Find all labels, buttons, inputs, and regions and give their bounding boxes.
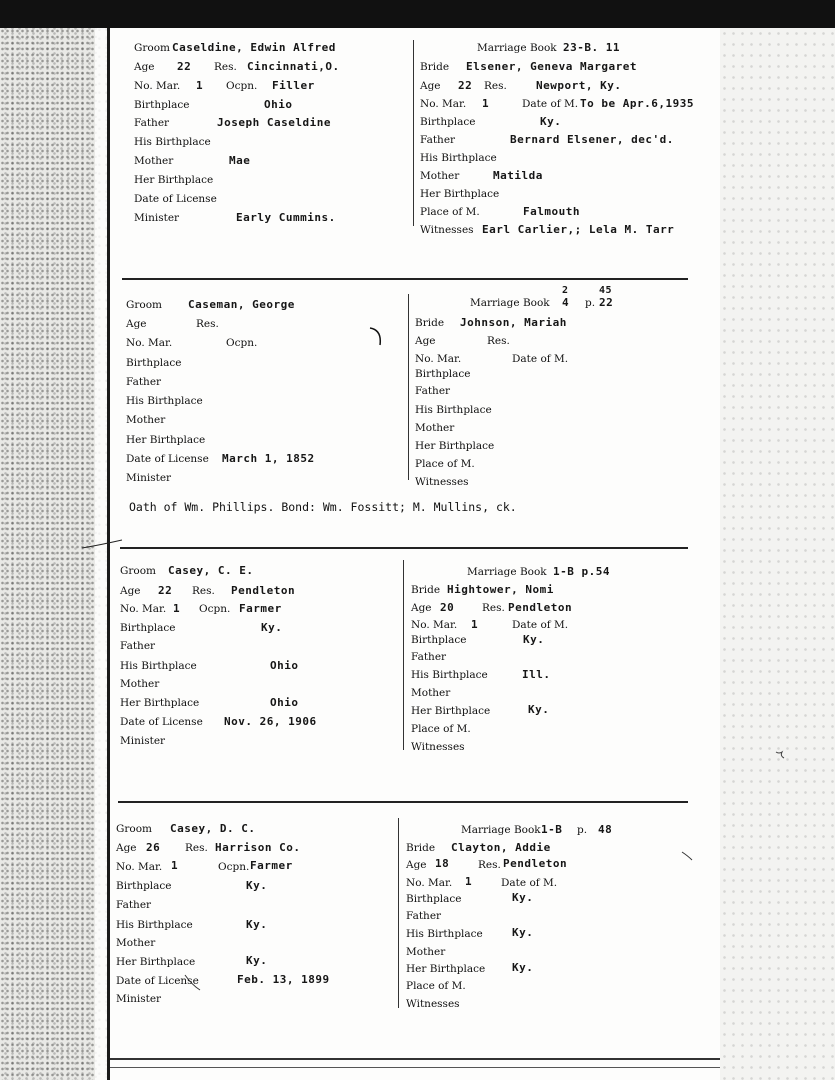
bride-age-label: Age (420, 80, 441, 92)
groom-ocpn: Farmer (250, 859, 293, 872)
bride-name: Hightower, Nomi (447, 583, 554, 596)
father-label: Father (116, 899, 152, 911)
page-label: p. (585, 297, 596, 309)
bride-age: 22 (458, 79, 473, 92)
bride-her-birthplace-label: Her Birthplace (406, 963, 486, 975)
groom-date-of-license: March 1, 1852 (222, 452, 315, 465)
bride-label: Bride (420, 61, 450, 73)
res-label: Res. (192, 585, 215, 597)
no-mar-label: No. Mar. (126, 337, 173, 349)
groom-his-birthplace: Ohio (270, 659, 299, 672)
bride-name: Clayton, Addie (451, 841, 551, 854)
ocpn-label: Ocpn. (226, 337, 258, 349)
bride-res: Pendleton (503, 857, 568, 870)
bride-label: Bride (411, 584, 441, 596)
bride-page: 22 (599, 296, 614, 309)
bride-res-label: Res. (487, 335, 510, 347)
bride-his-birthplace-label: His Birthplace (420, 152, 497, 164)
bride-marriage-book-superscript: 2 (562, 285, 569, 296)
bride-father-label: Father (415, 385, 451, 397)
witnesses-label: Witnesses (406, 998, 460, 1010)
groom-no-mar: 1 (196, 79, 204, 92)
her-birthplace-label: Her Birthplace (134, 174, 214, 186)
res-label: Res. (185, 842, 208, 854)
groom-date-of-license: Feb. 13, 1899 (237, 973, 330, 986)
bride-age: 20 (440, 601, 455, 614)
bride-age-label: Age (411, 602, 432, 614)
bride-marriage-book: 4 (562, 296, 570, 309)
father-label: Father (126, 376, 162, 388)
bride-no-mar: 1 (465, 875, 473, 888)
groom-birthplace: Ohio (264, 98, 293, 111)
bride-marriage-book: 1-B (541, 823, 563, 836)
groom-age: 22 (158, 584, 173, 597)
age-label: Age (120, 585, 141, 597)
bride-place-of-m: Falmouth (523, 205, 580, 218)
groom-label: Groom (126, 299, 163, 311)
marriage-book-label: Marriage Book (470, 297, 550, 309)
place-of-m-label: Place of M. (415, 458, 475, 470)
her-birthplace-label: Her Birthplace (120, 697, 200, 709)
groom-name: Caseman, George (188, 298, 295, 311)
groom-ocpn: Filler (272, 79, 315, 92)
groom-her-birthplace: Ohio (270, 696, 299, 709)
bride-his-birthplace: Ill. (522, 668, 551, 681)
bride-label: Bride (415, 317, 445, 329)
groom-name: Casey, D. C. (170, 822, 256, 835)
bride-name: Elsener, Geneva Margaret (466, 60, 637, 73)
date-of-m-label: Date of M. (512, 619, 569, 631)
groom-label: Groom (116, 823, 153, 835)
birthplace-label: Birthplace (120, 622, 176, 634)
date-of-m-label: Date of M. (522, 98, 579, 110)
groom-label: Groom (134, 42, 171, 54)
marriage-book-label: Marriage Book (467, 566, 547, 578)
marriage-book-label: Marriage Book (461, 824, 541, 836)
groom-his-birthplace: Ky. (246, 918, 268, 931)
groom-minister: Early Cummins. (236, 211, 336, 224)
bride-her-birthplace: Ky. (528, 703, 550, 716)
bride-birthplace: Ky. (523, 633, 545, 646)
age-label: Age (116, 842, 137, 854)
groom-birthplace: Ky. (261, 621, 283, 634)
bride-page: 48 (598, 823, 613, 836)
marriage-book-label: Marriage Book (477, 42, 557, 54)
bride-name: Johnson, Mariah (460, 316, 567, 329)
mother-label: Mother (120, 678, 160, 690)
place-of-m-label: Place of M. (411, 723, 471, 735)
bride-res-label: Res. (478, 859, 501, 871)
groom-no-mar: 1 (171, 859, 179, 872)
his-birthplace-label: His Birthplace (134, 136, 211, 148)
bride-mother-label: Mother (420, 170, 460, 182)
bride-her-birthplace-label: Her Birthplace (415, 440, 495, 452)
date-of-license-label: Date of License (120, 716, 203, 728)
minister-label: Minister (134, 212, 180, 224)
bride-no-mar-label: No. Mar. (406, 877, 453, 889)
groom-date-of-license: Nov. 26, 1906 (224, 715, 317, 728)
page-label: p. (577, 824, 588, 836)
witnesses-label: Witnesses (411, 741, 465, 753)
mother-label: Mother (134, 155, 174, 167)
groom-age: 26 (146, 841, 161, 854)
age-label: Age (126, 318, 147, 330)
res-label: Res. (196, 318, 219, 330)
bride-her-birthplace: Ky. (512, 961, 534, 974)
minister-label: Minister (126, 472, 172, 484)
bride-father-label: Father (411, 651, 447, 663)
bride-his-birthplace-label: His Birthplace (415, 404, 492, 416)
date-of-m-label: Date of M. (512, 353, 569, 365)
birthplace-label: Birthplace (126, 357, 182, 369)
bride-res-label: Res. (484, 80, 507, 92)
mother-label: Mother (126, 414, 166, 426)
bride-father-label: Father (406, 910, 442, 922)
bride-marriage-book: 1-B p.54 (553, 565, 610, 578)
bride-marriage-book: 23-B. 11 (563, 41, 620, 54)
date-of-license-label: Date of License (126, 453, 209, 465)
groom-res: Harrison Co. (215, 841, 301, 854)
groom-mother: Mae (229, 154, 251, 167)
place-of-m-label: Place of M. (420, 206, 480, 218)
birthplace-label: Birthplace (116, 880, 172, 892)
bride-her-birthplace-label: Her Birthplace (420, 188, 500, 200)
bride-birthplace: Ky. (512, 891, 534, 904)
birthplace-label: Birthplace (134, 99, 190, 111)
bride-birthplace-label: Birthplace (420, 116, 476, 128)
groom-father: Joseph Caseldine (217, 116, 331, 129)
groom-birthplace: Ky. (246, 879, 268, 892)
date-of-license-label: Date of License (116, 975, 199, 987)
her-birthplace-label: Her Birthplace (126, 434, 206, 446)
bride-his-birthplace-label: His Birthplace (411, 669, 488, 681)
bride-birthplace: Ky. (540, 115, 562, 128)
bride-age: 18 (435, 857, 450, 870)
bride-mother-label: Mother (415, 422, 455, 434)
no-mar-label: No. Mar. (134, 80, 181, 92)
date-of-m-label: Date of M. (501, 877, 558, 889)
bride-his-birthplace: Ky. (512, 926, 534, 939)
groom-age: 22 (177, 60, 192, 73)
groom-name: Casey, C. E. (168, 564, 254, 577)
minister-label: Minister (120, 735, 166, 747)
groom-no-mar: 1 (173, 602, 181, 615)
no-mar-label: No. Mar. (116, 861, 163, 873)
groom-name: Caseldine, Edwin Alfred (172, 41, 336, 54)
bride-father-label: Father (420, 134, 456, 146)
groom-ocpn: Farmer (239, 602, 282, 615)
father-label: Father (120, 640, 156, 652)
groom-label: Groom (120, 565, 157, 577)
bride-no-mar-label: No. Mar. (420, 98, 467, 110)
bride-no-mar: 1 (471, 618, 479, 631)
date-of-license-label: Date of License (134, 193, 217, 205)
bride-father: Bernard Elsener, dec'd. (510, 133, 674, 146)
bride-birthplace-label: Birthplace (411, 634, 467, 646)
bride-page-superscript: 45 (599, 285, 613, 296)
groom-her-birthplace: Ky. (246, 954, 268, 967)
ocpn-label: Ocpn. (218, 861, 250, 873)
his-birthplace-label: His Birthplace (126, 395, 203, 407)
her-birthplace-label: Her Birthplace (116, 956, 196, 968)
res-label: Res. (214, 61, 237, 73)
age-label: Age (134, 61, 155, 73)
witnesses-label: Witnesses (420, 224, 474, 236)
mother-label: Mother (116, 937, 156, 949)
groom-res: Cincinnati,O. (247, 60, 340, 73)
bride-mother-label: Mother (411, 687, 451, 699)
ocpn-label: Ocpn. (199, 603, 231, 615)
bride-res: Pendleton (508, 601, 573, 614)
ocpn-label: Ocpn. (226, 80, 258, 92)
bride-mother-label: Mother (406, 946, 446, 958)
place-of-m-label: Place of M. (406, 980, 466, 992)
bride-res-label: Res. (482, 602, 505, 614)
his-birthplace-label: His Birthplace (120, 660, 197, 672)
bride-her-birthplace-label: Her Birthplace (411, 705, 491, 717)
bride-age-label: Age (415, 335, 436, 347)
his-birthplace-label: His Birthplace (116, 919, 193, 931)
father-label: Father (134, 117, 170, 129)
bride-mother: Matilda (493, 169, 543, 182)
bride-witnesses: Earl Carlier,; Lela M. Tarr (482, 223, 675, 236)
bride-no-mar-label: No. Mar. (415, 353, 462, 365)
record-note: Oath of Wm. Phillips. Bond: Wm. Fossitt; M. Mullins, ck. (129, 500, 517, 514)
bride-birthplace-label: Birthplace (406, 893, 462, 905)
bride-no-mar-label: No. Mar. (411, 619, 458, 631)
groom-res: Pendleton (231, 584, 296, 597)
minister-label: Minister (116, 993, 162, 1005)
bride-age-label: Age (406, 859, 427, 871)
bride-no-mar: 1 (482, 97, 490, 110)
bride-birthplace-label: Birthplace (415, 368, 471, 380)
bride-his-birthplace-label: His Birthplace (406, 928, 483, 940)
no-mar-label: No. Mar. (120, 603, 167, 615)
bride-res: Newport, Ky. (536, 79, 622, 92)
bride-label: Bride (406, 842, 436, 854)
witnesses-label: Witnesses (415, 476, 469, 488)
bride-date-of-m: To be Apr.6,1935 (580, 97, 694, 110)
